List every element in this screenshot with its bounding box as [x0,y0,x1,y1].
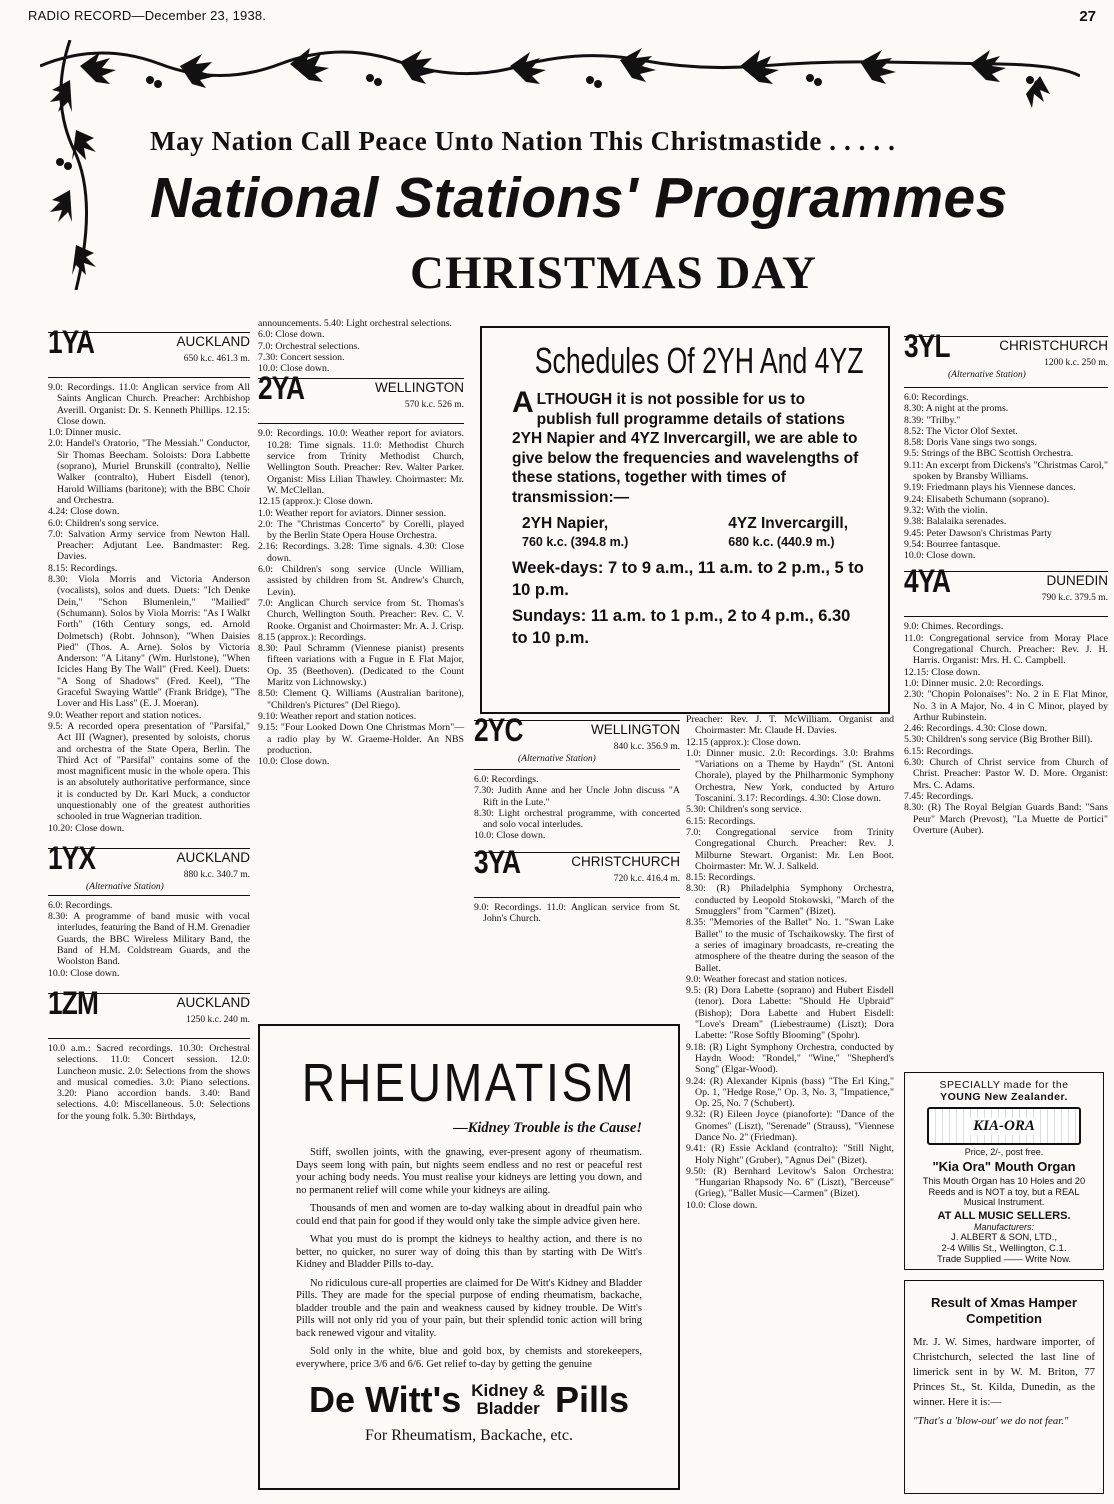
list-item: 8.15 (approx.): Recordings. [258,631,367,643]
list-item: 1.0: Dinner music. [48,427,121,439]
program-list-2yc [474,774,680,842]
list-item: 9.11: An excerpt from Dickens's "Christmas Carol," spoken by Bransby Williams. [904,459,1108,483]
program-list-3ya-continued [686,714,894,1211]
program-list-1zm [48,1043,250,1122]
station-call: 1ZM [48,984,99,1021]
page-number: 27 [1079,8,1096,25]
kia-ora-ad: SPECIALLY made for the YOUNG New Zealander. KIA-ORA Price, 2/-, post free. "Kia Ora" Mouth Organ This Mouth Organ has 10 Holes and 20 Reeds and is NOT a toy, but a REAL Musical Instrument. AT ALL MUSIC SELLERS. Manufacturers: J. ALBERT & SON, LTD., 2-4 Willis St., Wellington, C.1. Trade Supplied —— Write Now. [904,1072,1104,1270]
masthead: RADIO RECORD—December 23, 1938. [28,8,267,23]
station-city: CHRISTCHURCH [999,338,1108,353]
station-city: AUCKLAND [176,994,250,1010]
hamper-body: Mr. J. W. Simes, hardware importer, of Christchurch, selected the last line of limerick sent in by W. M. Briton, 77 Princes St., St. Kilda, Dunedin, as the winner. Here it is:— [913,1336,1095,1408]
page-subtitle: CHRISTMAS DAY [410,247,817,299]
list-item: 8.30: A night at the proms. [904,403,1009,415]
list-item: 9.0: Chimes. Recordings. [904,621,1004,633]
rheumatism-ad [258,1024,680,1490]
list-item: Stiff, swollen joints, with the gnawing, ever-present agony of rheumatism. Days seem long with pain, but nights seem endless and no rest or peaceful rest your aching body needs. You must realise your kidneys are letting you down, and no permanent relief will come while your kidneys are ailing. [296,1147,642,1196]
list-item: 9.41: (R) Essie Ackland (contralto): "Still Night, Holy Night" (Gruber), "Agnus Dei" (Bizet). [686,1143,894,1166]
list-item: 9.18: (R) Light Symphony Orchestra, conducted by Haydn Wood: "Rondel," "Wine," "Shepherd's Song" (Elgar-Wood). [686,1041,894,1076]
column-5 [904,328,1108,836]
list-item: 10.0: Close down. [48,967,120,979]
list-item: 5.30: Children's song service. [686,804,802,816]
station-2yh: 2YH Napier, 760 k.c. (394.8 m.) [522,515,629,549]
list-item: 9.10: Weather report and station notices. [258,710,417,722]
list-item: 8.30: Paul Schramm (Viennese pianist) presents fifteen variations with a Fugue in E Flat Major, Op. 35 (Beethoven). (Dedicated to the Count Maritz von Lichnowsky.) [258,643,464,689]
list-item: 7.0: Congregational service from Trinity Congregational Church. Preacher: Rev. J. Milburne Stewart. Organist: Mr. Len Boot. Choirmaster: Mr. W. J. Salkeld. [686,826,894,872]
holly-garland-icon [40,36,1080,126]
column-4 [686,714,894,1211]
list-item: 7.0: Anglican Church service from St. Thomas's Church, Wellington South. Preacher: Rev. C. V. Rooke. Organist and Choirmaster: Mr. A. J. Crisp. [258,597,464,632]
program-list-3ya [474,902,680,925]
station-header-1ya [48,324,250,378]
list-item: 9.32: With the violin. [904,504,988,516]
station-alternative: (Alternative Station) [86,881,164,892]
list-item: 2.30: "Chopin Polonaises": No. 2 in E Flat Minor, No. 3 in A Major, No. 4 in C Minor, played by Arthur Rubinstein. [904,689,1108,723]
station-header-3ya [474,843,680,898]
list-item: 7.0: Salvation Army service from Newton Hall. Preacher: Adjutant Lee. Bandmaster: Reg. Davies. [48,528,250,563]
program-list-1yx [48,900,250,979]
station-4yz: 4YZ Invercargill, 680 k.c. (440.9 m.) [728,515,848,549]
list-item: 9.15: "Four Looked Down One Christmas Morn"—a radio play by W. Graeme-Holder. An NBS production. [258,722,464,756]
list-item: 1.0: Dinner music. 2.0: Recordings. 3.0: Brahms "Variations on a Theme by Haydn" (St. Antoni Chorale), played by the Philharmonic Symphony Orchestra, New York, conducted by Arturo Toscanini. 3.17: Recordings. 4.30: Close down. [686,747,894,805]
program-list-1zm-continued [258,318,464,374]
list-item: 4.24: Close down. [48,506,120,518]
list-item: Thousands of men and women are to-day walking about in dreadful pain who could end that pain for good if they would only take the simple advice given here. [296,1203,642,1227]
list-item: 8.58: Doris Vane sings two songs. [904,437,1037,449]
ad-footer: For Rheumatism, Backache, etc. [365,1427,573,1444]
station-call: 1YX [48,839,96,876]
station-alternative: (Alternative Station) [518,754,596,764]
list-item: 11.0: Congregational service from Moray Place Congregational Church. Preacher: Rev. J. H. Harris. Organist: Mrs. H. C. Campbell. [904,632,1108,667]
list-item: 6.0: Children's song service (Uncle William, assisted by children from St. Andrew's Church, Levin). [258,564,464,598]
list-item: 6.0: Recordings. [48,899,113,911]
list-item: 8.52: The Victor Olof Sextet. [904,425,1018,437]
list-item: 2.46: Recordings. 4.30: Close down. [904,723,1048,735]
list-item: No ridiculous cure-all properties are claimed for De Witt's Kidney and Bladder Pills. They are made for the special purpose of ending rheumatism, backache, bladder trouble and the pain and weakness caused by kidney trouble. De Witt's Pills will not only rid you of your pain, but their splendid tonic action will bring back renewed vigour and vitality. [296,1277,642,1339]
harmonica-logo: KIA-ORA [969,1118,1039,1135]
list-item: 9.0: Weather forecast and station notices. [686,973,847,985]
list-item: 10.0: Close down. [474,830,546,842]
list-item: 1.0: Dinner music. 2.0: Recordings. [904,677,1044,689]
list-item: 6.0: Close down. [258,329,325,341]
list-item: 10.0: Close down. [904,550,976,562]
list-item: 2.0: Handel's Oratorio, "The Messiah." Conductor, Sir Thomas Beecham. Soloists: Dora Labbette (soprano), Muriel Brunskill (contralto), Nellie Walker (contralto), Hubert Eisdell (tenor), Harold Williams (baritone); with the BBC Choir and Orchestra. [48,438,250,506]
list-item: 9.5: Strings of the BBC Scottish Orchestra. [904,448,1074,460]
list-item: 10.0: Close down. [686,1199,758,1211]
list-item: 2.0: The "Christmas Concerto" by Corelli, played by the Berlin State Opera House Orchestra. [258,518,464,542]
station-header-1zm [48,984,250,1039]
list-item: 12.15 (approx.): Close down. [686,736,801,748]
list-item: 9.0: Recordings. 10.0: Weather report for aviators. 10.28: Time signals. 11.0: Methodist Church service from Trinity Methodist Church, Wellington South. Preacher: Rev. Walter Parker. Organist: Miss Lilian Thawley. Choirmaster: Mr. W. McClellan. [258,428,464,496]
list-item: 9.50: (R) Bernhard Levitow's Salon Orchestra: "Hungarian Rhapsody No. 6" (Liszt), "Berceuse" (Grieg), "Ballet Music—Carmen" (Bizet). [686,1165,894,1200]
list-item: 9.45: Peter Dawson's Christmas Party [904,527,1052,539]
list-item: 8.30: Viola Morris and Victoria Anderson (vocalists), solos and duets. Duets: "Ich Denke Dein," "Schon Blumenlein," "Mailied" (Schumann). Solos by Viola Morris: "As I Walkt Forth" (16th Century songs, ed. Arnold Dolmetsch) (Robt. Johnson), "When Daisies Pied" (Thos. A. Arne). Solos by Victoria Anderson: "A Litany" (Wm. Hurlstone), "When Icicles Hang By The Wall" (Fred. Keel). Duets: "A Song of Shadows" (Fred. Keel), "The Graceful Swaying Wattle" (Frank Bridge), "The Lover and His Lass" (E. J. Moeran). [48,574,250,710]
ad-subtitle: —Kidney Trouble is the Cause! [453,1120,642,1136]
column-1 [48,324,250,1122]
schedule-weekdays: Week-days: 7 to 9 a.m., 11 a.m. to 2 p.m., 5 to 10 p.m. [512,559,864,599]
list-item: 8.30: A programme of band music with vocal interludes, featuring the Band of H.M. Grenadier Guards, the BBC Wireless Military Band, the Band of H.M. Coldstream Guards, and the Woolston Band. [48,911,250,968]
list-item: 9.24: Elisabeth Schumann (soprano). [904,493,1050,505]
list-item: 8.39: "Trilby." [904,414,961,426]
list-item: 10.20: Close down. [48,822,125,834]
list-item: 9.32: (R) Eileen Joyce (pianoforte): "Dance of the Gnomes" (Liszt), "Serenade" (Strauss), "Viennese Dance No. 2" (Friedman). [686,1109,894,1143]
list-item: 8.30: (R) Philadelphia Symphony Orchestra, conducted by Leopold Stokowski, "March of the Smugglers" from "Carmen" (Bizet). [686,883,894,918]
list-item: 9.54: Bourree fantasque. [904,538,1001,550]
list-item: 9.5: (R) Dora Labette (soprano) and Hubert Eisdell (tenor). Dora Labette: "Should He Upbraid" (Bishop); Dora Labette and Hubert Eisdell: "Love's Dream" (Liebestraume) (Liszt); Dora Labette: "Rose Softly Blooming" (Spohr). [686,985,894,1042]
list-item: 6.0: Recordings. [904,392,969,403]
harmonica-icon [927,1107,1081,1145]
schedule-body: ALTHOUGH it is not possible for us to publish full programme details of stations 2YH Napier and 4YZ Invercargill, we are able to give below the frequencies and wavelengths of these stations, together with times of transmission:— [512,386,859,506]
schedule-box [480,326,890,714]
list-item: 9.19: Friedmann plays his Viennese dances. [904,482,1076,494]
list-item: 7.30: Concert session. [258,351,345,363]
list-item: 10.0: Close down. [258,363,330,375]
schedule-title: Schedules Of 2YH And 4YZ [534,340,864,381]
program-list-1ya [48,382,250,834]
list-item: 5.30: Children's song service (Big Brother Bill). [904,734,1093,746]
list-item: 8.30: (R) The Royal Belgian Guards Band: "Sans Peur" March (Prevost), "La Muette de Portici" Overture (Auber). [904,802,1108,836]
list-item: 12.15: Close down. [904,666,981,678]
station-city: CHRISTCHURCH [571,853,680,869]
list-item: 10.0: Close down. [258,756,330,768]
list-item: Preacher: Rev. J. T. McWilliam. Organist and Choirmaster: Mr. Claude H. Davies. [686,714,894,737]
list-item: 9.0: Recordings. 11.0: Anglican service from All Saints Anglican Church. Preacher: Archbishop Averill. Organist: Dr. S. Kenneth Phillips. 12.15: Close down. [48,382,250,427]
list-item: 8.30: Light orchestral programme, with concerted and solo vocal interludes. [474,807,680,831]
page-title: National Stations' Programmes [150,166,1008,230]
station-frequency: 570 k.c. 526 m. [404,400,464,411]
list-item: 8.35: "Memories of the Ballet" No. 1. "Swan Lake Ballet" to the music of Tschaikowsky. The first of a series of imaginary broadcasts, re-creating the atmosphere of the theatre during the season of the Ballet. [686,917,894,974]
motto: May Nation Call Peace Unto Nation This Christmastide . . . . . [150,126,896,156]
station-frequency: 650 k.c. 461.3 m. [183,354,250,364]
list-item: 8.50: Clement Q. Williams (Australian baritone), "Children's Pictures" (Del Riego). [258,688,464,711]
list-item: What you must do is prompt the kidneys to healthy action, and there is no better, no quicker, no surer way of doing this than by starting with De Witt's Kidney and Bladder Pills to-day. [296,1234,642,1270]
station-alternative: (Alternative Station) [948,370,1026,380]
list-item: 9.0: Weather report and station notices. [48,709,202,721]
ad-body [296,1147,642,1371]
station-call: 3YA [474,843,521,880]
list-item: 7.30: Judith Anne and her Uncle John discuss "A Rift in the Lute." [474,785,680,808]
station-header-2yc [474,712,680,770]
list-item: 8.15: Recordings. [686,872,756,884]
brand-logo: De Witt's Kidney & Bladder Pills [309,1379,629,1420]
program-list-4ya [904,621,1108,836]
station-call: 1YA [48,324,95,360]
column-2 [258,318,464,767]
station-city: AUCKLAND [176,334,250,349]
station-frequency: 880 k.c. 340.7 m. [183,869,250,880]
station-city: AUCKLAND [176,849,250,865]
list-item: 7.0: Orchestral selections. [258,340,360,352]
station-header-3yl [904,328,1108,388]
station-call: 2YA [258,370,305,407]
ad-title: RHEUMATISM [301,1053,637,1113]
station-header-4ya [904,563,1108,617]
station-frequency: 720 k.c. 416.4 m. [613,873,680,884]
program-list-2ya [258,428,464,767]
hamper-competition [904,1280,1104,1494]
list-item: 8.15: Recordings. [48,562,118,574]
list-item: 12.15 (approx.): Close down. [258,496,373,508]
schedule-stations [522,515,848,549]
station-city: DUNEDIN [1046,573,1108,589]
program-list-3yl [904,392,1108,561]
list-item: 7.45: Recordings. [904,790,974,802]
hamper-quote: "That's a 'blow-out' we do not fear." [913,1415,1069,1427]
station-frequency: 1200 k.c. 250 m. [1044,358,1108,368]
station-frequency: 840 k.c. 356.9 m. [613,742,680,752]
station-header-2ya [258,370,464,424]
station-call: 4YA [904,563,951,600]
list-item: 6.15: Recordings. [686,815,756,827]
list-item: Sold only in the white, blue and gold box, by chemists and storekeepers, everywhere, price 3/6 and 6/6. Get relief to-day by getting the genuine [296,1346,642,1370]
drop-cap: A [512,386,534,419]
list-item: 9.5: A recorded opera presentation of "Parsifal," Act III (Wagner), presented by soloists, chorus and orchestra of the State Opera, Berlin. The Third Act of "Parsifal" contains some of the most magnificent music in the whole opera. This is an absolutely authoritative performance, since it is conducted by Dr. Karl Muck, a conductor unquestionably one of the greatest authorities schooled in true Wagnerian tradition. [48,720,250,823]
list-item: 6.15: Recordings. [904,745,974,757]
hamper-title: Result of Xmas Hamper Competition [931,1295,1077,1326]
holly-vine-icon [40,40,110,290]
list-item: announcements. 5.40: Light orchestral selections. [258,318,452,329]
column-3 [474,712,680,925]
list-item: 9.0: Recordings. 11.0: Anglican service from St. John's Church. [474,901,680,925]
list-item: 9.38: Balalaika serenades. [904,516,1007,528]
station-city: WELLINGTON [590,722,680,737]
schedule-sundays: Sundays: 11 a.m. to 1 p.m., 2 to 4 p.m., 6.30 to 10 p.m. [512,607,851,647]
station-header-1yx [48,839,250,896]
station-call: 3YL [904,328,950,364]
list-item: 6.30: Church of Christ service from Church of Christ. Preacher: Pastor W. D. More. Organist: Mrs. C. Adams. [904,757,1108,791]
station-frequency: 790 k.c. 379.5 m. [1041,593,1108,604]
station-city: WELLINGTON [374,380,464,396]
list-item: 9.24: (R) Alexander Kipnis (bass) "The Erl King," Op. 1, "Hedge Rose," Op. 3, No. 3, "Impatience," Op. 25, No. 7 (Schubert). [686,1075,894,1110]
list-item: 6.0: Children's song service. [48,517,159,529]
list-item: 1.0: Weather report for aviators. Dinner session. [258,507,447,519]
list-item: 6.0: Recordings. [474,774,539,785]
station-frequency: 1250 k.c. 240 m. [186,1014,250,1025]
list-item: 10.0 a.m.: Sacred recordings. 10.30: Orchestral selections. 11.0: Concert session. 12.0: Luncheon music. 2.0: Selections from the shows and musical comedies. 3.0: Piano selections. 3.20: Piano accordion bands. 3.40: Band selections. 4.0: Miscellaneous. 5.0: Selections for the young folk. 5.30: Birthdays, [48,1042,250,1122]
station-call: 2YC [474,712,523,748]
list-item: 2.16: Recordings. 3.28: Time signals. 4.30: Close down. [258,541,464,564]
